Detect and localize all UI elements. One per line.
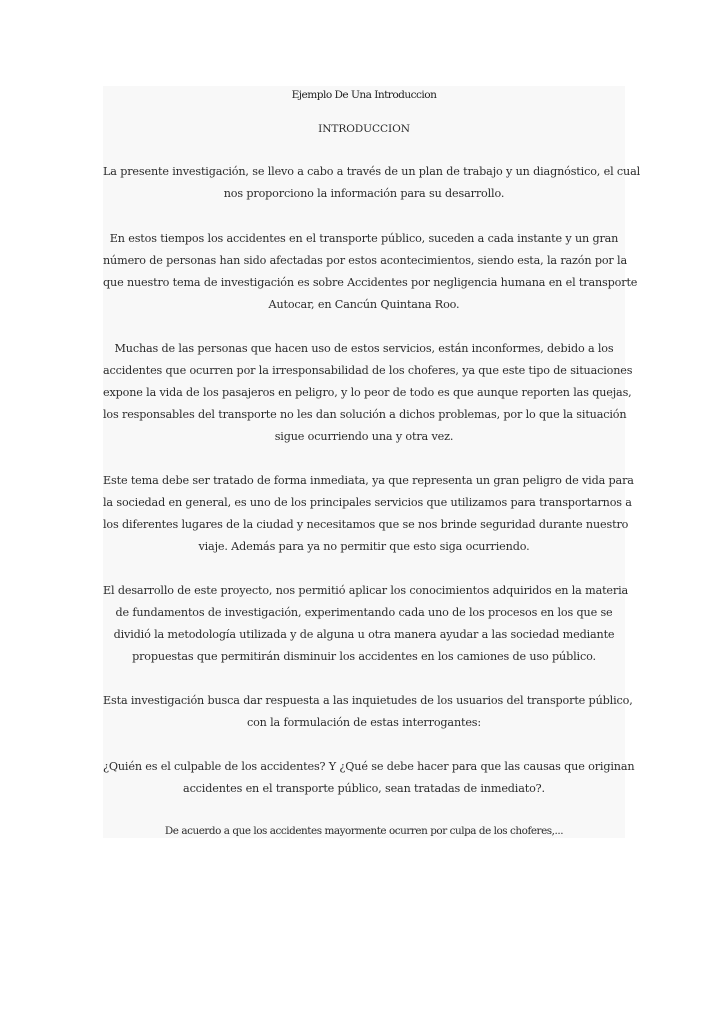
paragraph-3-line-4: los responsables del transporte no les dan solución a dichos problemas, por lo que la situación: [103, 408, 627, 421]
paragraph-7-line-2: accidentes en el transporte público, sean tratadas de inmediato?.: [183, 782, 545, 795]
section-heading: INTRODUCCION: [318, 123, 410, 135]
paragraph-2-line-3: que nuestro tema de investigación es sobre Accidentes por negligencia humana en el transporte: [103, 276, 638, 289]
paragraph-2-line-2: número de personas han sido afectadas por estos acontecimientos, siendo esta, la razón por la: [103, 254, 627, 267]
paragraph-1-line-1: La presente investigación, se llevo a cabo a través de un plan de trabajo y un diagnóstico, el cual: [103, 165, 641, 178]
paragraph-5-line-4: propuestas que permitirán disminuir los accidentes en los camiones de uso público.: [132, 650, 596, 663]
paragraph-2-line-1: En estos tiempos los accidentes en el transporte público, suceden a cada instante y un gran: [109, 232, 619, 245]
paragraph-5-line-3: dividió la metodología utilizada y de alguna u otra manera ayudar a las sociedad mediante: [113, 628, 615, 641]
truncated-footer-text: De acuerdo a que los accidentes mayormente ocurren por culpa de los choferes,...: [164, 825, 564, 837]
paragraph-2-line-4: Autocar, en Cancún Quintana Roo.: [268, 298, 460, 311]
paragraph-4-line-3: los diferentes lugares de la ciudad y necesitamos que se nos brinde seguridad durante nuestro: [103, 518, 629, 531]
paragraph-4-line-1: Este tema debe ser tratado de forma inmediata, ya que representa un gran peligro de vida para: [103, 474, 634, 487]
paragraph-3-line-5: sigue ocurriendo una y otra vez.: [274, 430, 454, 443]
paragraph-1-line-2: nos proporciono la información para su desarrollo.: [223, 187, 505, 200]
paragraph-7-line-1: ¿Quién es el culpable de los accidentes? Y ¿Qué se debe hacer para que las causas que originan: [103, 760, 635, 773]
paragraph-3-line-1: Muchas de las personas que hacen uso de estos servicios, están inconformes, debido a los: [114, 342, 614, 355]
paragraph-6-line-1: Esta investigación busca dar respuesta a las inquietudes de los usuarios del transporte público,: [103, 694, 633, 707]
paragraph-6-line-2: con la formulación de estas interrogantes:: [246, 716, 482, 729]
paragraph-5-line-2: de fundamentos de investigación, experimentando cada uno de los procesos en los que se: [115, 606, 613, 619]
paragraph-4-line-2: la sociedad en general, es uno de los principales servicios que utilizamos para transportarnos a: [103, 496, 632, 509]
paragraph-3-line-2: accidentes que ocurren por la irresponsabilidad de los choferes, ya que este tipo de situaciones: [103, 364, 633, 377]
document-title: Ejemplo De Una Introduccion: [291, 89, 437, 101]
paragraph-3-line-3: expone la vida de los pasajeros en peligro, y lo peor de todo es que aunque reporten las quejas,: [103, 386, 632, 399]
document-page: [103, 86, 641, 838]
paragraph-4-line-4: viaje. Además para ya no permitir que esto siga ocurriendo.: [198, 540, 530, 553]
paragraph-5-line-1: El desarrollo de este proyecto, nos permitió aplicar los conocimientos adquiridos en la materia: [103, 584, 629, 597]
